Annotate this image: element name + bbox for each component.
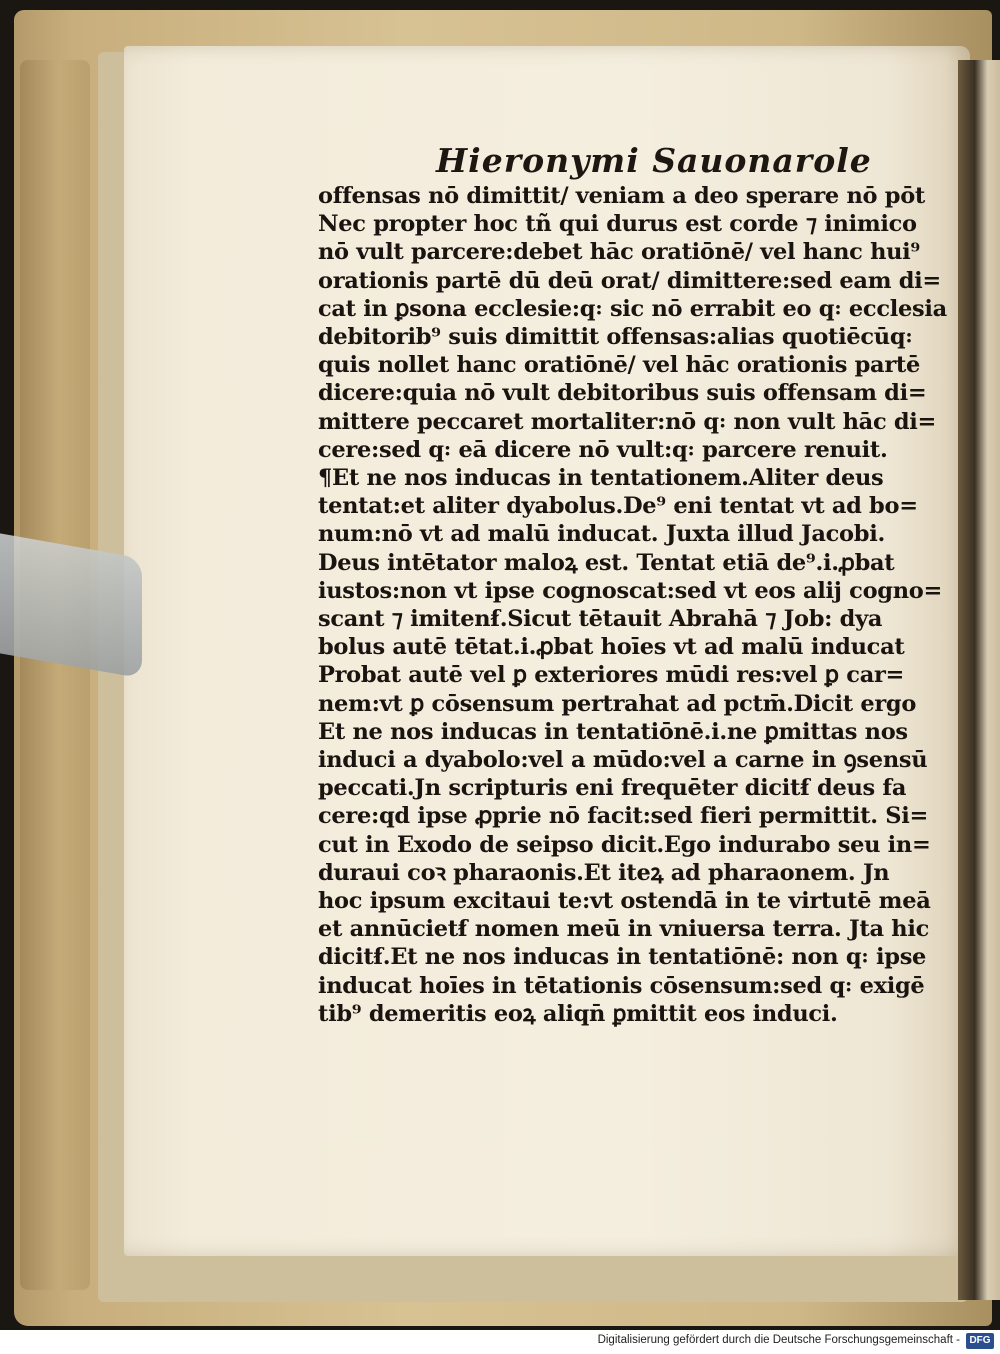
text-line: nō vult parcere:debet hāc oratiōnē/ vel hanc hui⁹ xyxy=(318,239,920,266)
text-line: orationis partē dū deū orat/ dimittere:sed eam di= xyxy=(318,267,941,294)
text-line: Et ne nos inducas in tentatiōnē.i.ne ꝑmittas nos xyxy=(318,718,908,745)
text-line: cut in Exodo de seipso dicit.Ego indurabo seu in= xyxy=(318,831,931,858)
book-gutter xyxy=(958,60,1000,1300)
text-line: mittere peccaret mortaliter:nō q꞉ non vult hāc di= xyxy=(318,408,937,435)
running-head: Hieronymi Sauonarole xyxy=(436,141,872,180)
cover-edge xyxy=(20,60,90,1290)
text-line: num:nō vt ad malū inducat. Juxta illud Jacobi. xyxy=(318,521,885,548)
page-text-block xyxy=(318,140,947,1028)
text-line: hoc ipsum excitaui te:vt ostendā in te virtutē meā xyxy=(318,888,931,915)
text-line: inducat hoīes in tētationis cōsensum:sed q꞉ exigē xyxy=(318,972,925,999)
text-line: Probat autē vel ꝑ exteriores mūdi res:vel ꝑ car= xyxy=(318,662,905,689)
text-line: tentat:et aliter dyabolus.De⁹ eni tentat vt ad bo= xyxy=(318,493,918,520)
text-line: induci a dyabolo:vel a mūdo:vel a carne in ꝯsensū xyxy=(318,747,928,774)
text-line: tib⁹ demeritis eoꝝ aliqn̄ ꝑmittit eos induci. xyxy=(318,1000,838,1027)
text-line: dicitẜ.Et ne nos inducas in tentatiōnē: non q꞉ ipse xyxy=(318,944,927,971)
text-line: ¶Et ne nos inducas in tentationem.Aliter deus xyxy=(318,465,884,492)
text-line: bolus autē tētat.i.ꝓbat hoīes vt ad malū inducat xyxy=(318,634,905,661)
text-line: duraui coꝛ pharaonis.Et iteꝝ ad pharaonem. Jn xyxy=(318,859,890,886)
text-line: et annūcietẜ nomen meū in vniuersa terra. Jta hic xyxy=(318,916,930,943)
funding-credit: Digitalisierung gefördert durch die Deutsche Forschungsgemeinschaft - xyxy=(597,1334,960,1346)
text-line: cat in ꝑsona ecclesie:q꞉ sic nō errabit eo q꞉ ecclesia xyxy=(318,295,947,322)
text-line: Nec propter hoc tñ qui durus est corde ⁊ inimico xyxy=(318,211,917,238)
text-line: scant ⁊ imitenẜ.Sicut tētauit Abrahā ⁊ Job: dya xyxy=(318,606,883,633)
text-lines xyxy=(318,182,947,1028)
text-line: quis nollet hanc oratiōnē/ vel hāc orationis partē xyxy=(318,352,920,379)
text-line: iustos:non vt ipse cognoscat:sed vt eos alij cogno= xyxy=(318,577,943,604)
text-line: offensas nō dimittit/ veniam a deo sperare nō pōt xyxy=(318,183,925,209)
digitization-footer xyxy=(0,1330,1000,1354)
text-line: dicere:quia nō vult debitoribus suis offensam di= xyxy=(318,380,927,407)
text-line: Deus intētator maloꝝ est. Tentat etiā de⁹.i.ꝓbat xyxy=(318,549,895,576)
text-line: debitorib⁹ suis dimittit offensas:alias quotiēcūq꞉ xyxy=(318,324,913,351)
text-line: nem:vt ꝑ cōsensum pertrahat ad pctm̄.Dicit ergo xyxy=(318,690,917,717)
text-line: peccati.Jn scripturis eni frequēter dicitẜ deus fa xyxy=(318,775,907,802)
dfg-logo[interactable]: DFG xyxy=(966,1333,994,1349)
text-line: cere:sed q꞉ eā dicere nō vult:q꞉ parcere renuit. xyxy=(318,436,888,463)
text-line: cere:qd ipse ꝓprie nō facit:sed fieri permittit. Si= xyxy=(318,803,929,830)
